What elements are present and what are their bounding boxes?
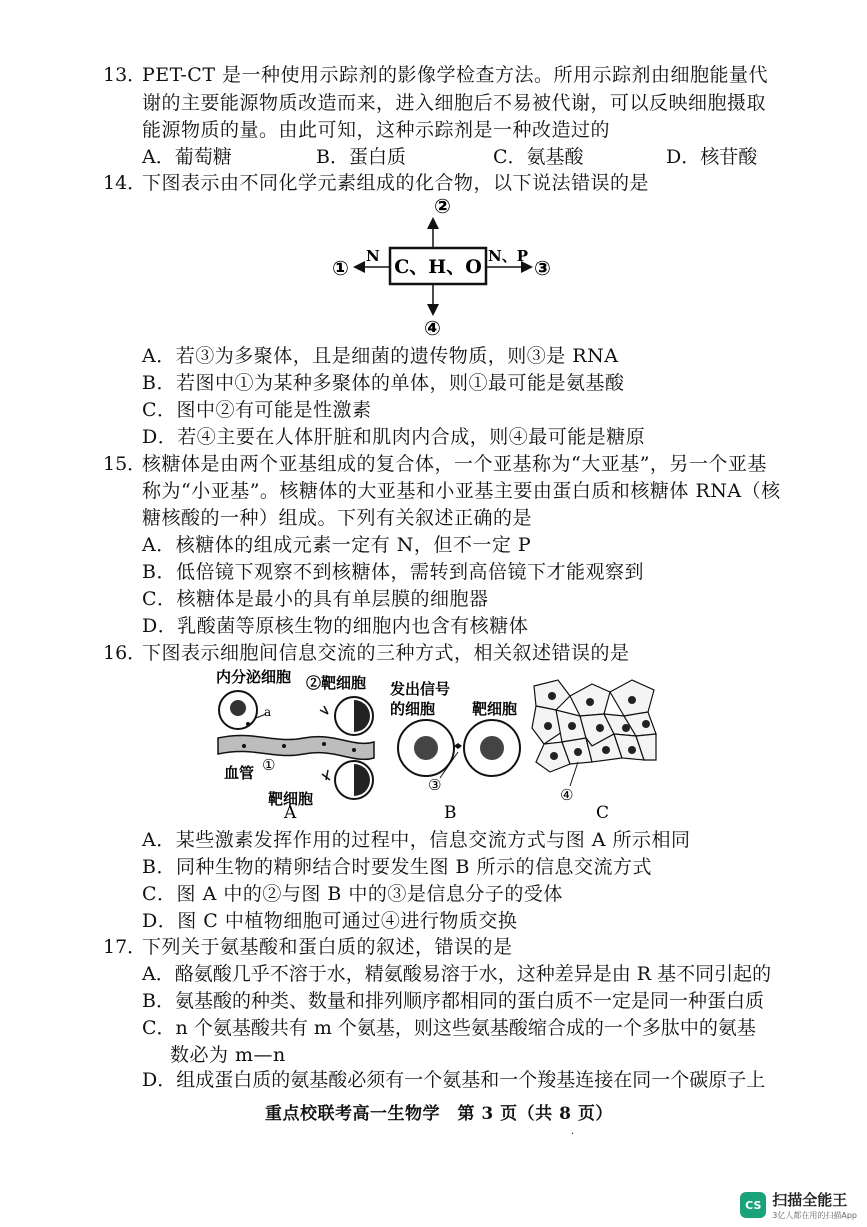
q16-option-c: C．图 A 中的②与图 B 中的③是信息分子的受体 xyxy=(142,883,563,905)
q17-option-b: B．氨基酸的种类、数量和排列顺序都相同的蛋白质不一定是同一种蛋白质 xyxy=(142,990,764,1012)
scanner-logo-icon: CS xyxy=(740,1192,766,1218)
q15-option-a: A．核糖体的组成元素一定有 N，但不一定 P xyxy=(142,534,532,556)
q14-bottom-label: ④ xyxy=(424,316,441,340)
q14-option-b: B．若图中①为某种多聚体的单体，则①最可能是氨基酸 xyxy=(142,372,625,394)
q16-stem: 下图表示细胞间信息交流的三种方式，相关叙述错误的是 xyxy=(142,642,630,664)
q16-option-d: D．图 C 中植物细胞可通过④进行物质交换 xyxy=(142,910,518,932)
q13-option-d: D．核苷酸 xyxy=(666,146,758,168)
q16-c-label-4: ④ xyxy=(560,786,574,804)
q14-option-d: D．若④主要在人体肝脏和肌肉内合成，则④最可能是糖原 xyxy=(142,426,646,448)
q14-right-arrow-label: N、P xyxy=(488,247,528,265)
q17-option-d: D．组成蛋白质的氨基酸必须有一个氨基和一个羧基连接在同一个碳原子上 xyxy=(142,1069,766,1091)
scanner-watermark xyxy=(740,1189,857,1221)
q14-left-arrow-label: N xyxy=(366,247,380,265)
q13-stem-line-3: 能源物质的量。由此可知，这种示踪剂是一种改造过的 xyxy=(142,119,611,141)
q17-option-a: A．酪氨酸几乎不溶于水，精氨酸易溶于水，这种差异是由 R 基不同引起的 xyxy=(142,963,772,985)
q16-a-vessel-label: 血管 xyxy=(224,764,255,782)
q17-stem: 下列关于氨基酸和蛋白质的叙述，错误的是 xyxy=(142,936,513,958)
q15-number: 15． xyxy=(103,453,147,475)
q16-number: 16． xyxy=(103,642,147,664)
stray-dot: · xyxy=(571,1129,575,1140)
q14-stem: 下图表示由不同化学元素组成的化合物，以下说法错误的是 xyxy=(142,172,650,194)
q15-stem-line-2: 称为“小亚基”。核糖体的大亚基和小亚基主要由蛋白质和核糖体 RNA（核 xyxy=(142,480,781,502)
q14-number: 14． xyxy=(103,172,147,194)
page-footer: 重点校联考高一生物学 第 3 页（共 8 页） xyxy=(265,1104,613,1124)
q14-option-c: C．图中②有可能是性激素 xyxy=(142,399,372,421)
q16-a-endocrine-label: 内分泌细胞 xyxy=(216,668,292,686)
q16-a-label-a: a xyxy=(264,705,272,719)
q16-figure-c xyxy=(530,666,660,818)
q13-option-c: C．氨基酸 xyxy=(493,146,584,168)
q16-a-letter: A xyxy=(284,803,297,818)
q16-c-letter: C xyxy=(596,803,610,818)
scanner-title: 扫描全能王 xyxy=(772,1191,848,1209)
q16-a-blood-vessel xyxy=(218,735,374,759)
q16-b-sender-line2: 的细胞 xyxy=(390,700,436,718)
q14-element-diagram xyxy=(330,195,570,340)
q16-a-target2-label: ②靶细胞 xyxy=(306,674,367,692)
q16-b-sender-line1: 发出信号 xyxy=(390,680,451,698)
q15-stem-line-1: 核糖体是由两个亚基组成的复合体，一个亚基称为“大亚基”，另一个亚基 xyxy=(142,453,767,475)
q16-b-label-3: ③ xyxy=(428,776,442,794)
q17-option-c: C．n 个氨基酸共有 m 个氨基，则这些氨基酸缩合成的一个多肽中的氨基 xyxy=(142,1017,756,1039)
scanner-subtitle: 3亿人都在用的扫描App xyxy=(772,1211,857,1220)
q13-number: 13． xyxy=(103,64,147,86)
q13-stem-line-2: 谢的主要能源物质改造而来，进入细胞后不易被代谢，可以反映细胞摄取 xyxy=(142,92,767,114)
q17-option-c-cont: 数必为 m—n xyxy=(170,1044,286,1066)
q13-option-b: B．蛋白质 xyxy=(316,146,406,168)
q13-stem-line-1: PET-CT 是一种使用示踪剂的影像学检查方法。所用示踪剂由细胞能量代 xyxy=(142,64,769,86)
q14-top-label: ② xyxy=(434,195,451,218)
q16-a-label-1: ① xyxy=(262,756,276,774)
q13-option-a: A．葡萄糖 xyxy=(142,146,232,168)
q16-a-target-label: 靶细胞 xyxy=(268,790,314,808)
q17-number: 17． xyxy=(103,936,147,958)
q15-option-c: C．核糖体是最小的具有单层膜的细胞器 xyxy=(142,588,489,610)
q16-option-b: B．同种生物的精卵结合时要发生图 B 所示的信息交流方式 xyxy=(142,856,653,878)
q16-figure-a xyxy=(214,666,384,818)
q14-center-text: C、H、O xyxy=(394,256,482,278)
q15-stem-line-3: 糖核酸的一种）组成。下列有关叙述正确的是 xyxy=(142,507,533,529)
q16-figure-b xyxy=(388,666,538,818)
q14-option-a: A．若③为多聚体，且是细菌的遗传物质，则③是 RNA xyxy=(142,345,619,367)
q14-right-label: ③ xyxy=(534,256,551,280)
q16-b-letter: B xyxy=(444,803,457,818)
q14-left-label: ① xyxy=(332,256,349,280)
q15-option-b: B．低倍镜下观察不到核糖体，需转到高倍镜下才能观察到 xyxy=(142,561,644,583)
q16-b-target-label: 靶细胞 xyxy=(472,700,518,718)
q16-option-a: A．某些激素发挥作用的过程中，信息交流方式与图 A 所示相同 xyxy=(142,829,691,851)
q15-option-d: D．乳酸菌等原核生物的细胞内也含有核糖体 xyxy=(142,615,529,637)
